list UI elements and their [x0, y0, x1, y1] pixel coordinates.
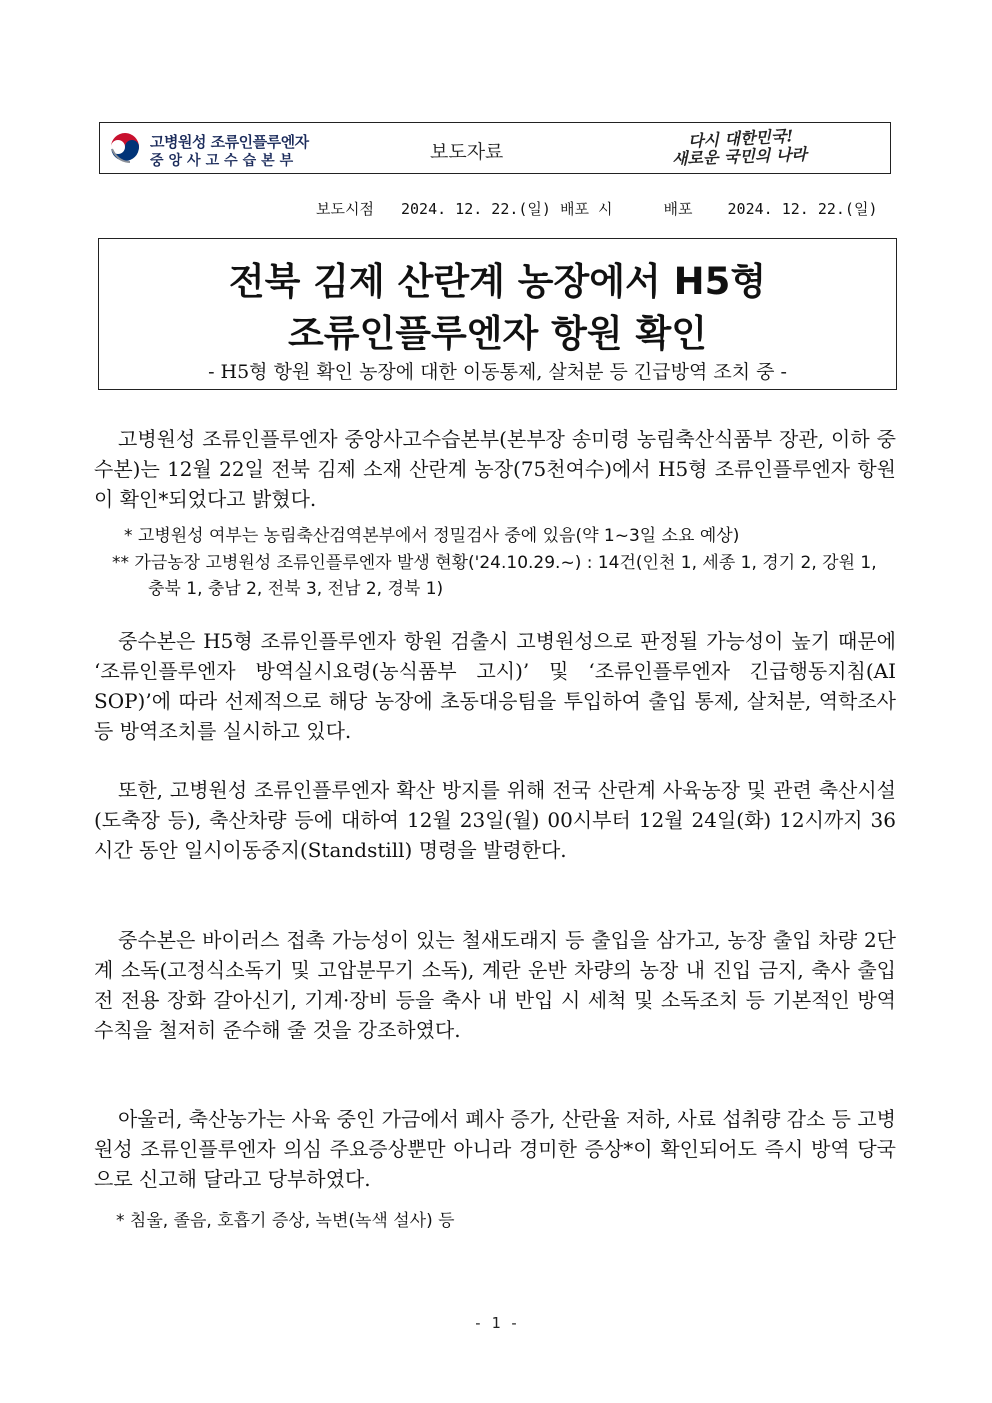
logo-text-line2: 중앙사고수습본부	[150, 153, 299, 169]
footnote-3: * 침울, 졸음, 호흡기 증상, 녹변(녹색 설사) 등	[116, 1211, 455, 1231]
paragraph-2: 중수본은 H5형 조류인플루엔자 항원 검출시 고병원성으로 판정될 가능성이 높기 때문에 ‘조류인플루엔자 방역실시요령(농식품부 고시)’ 및 ‘조류인플루엔자 긴급행동지침(AI SOP)’에 따라 선제적으로 해당 농장에 초동대응팀을 투입하여 출입 통제, 살처분, 역학조사 등 방역조치를 실시하고 있다.	[94, 629, 896, 743]
footnote-1: * 고병원성 여부는 농림축산검역본부에서 정밀검사 중에 있음(약 1~3일 소요 예상)	[124, 526, 740, 546]
taegeuk-emblem-icon	[108, 132, 142, 166]
release-time-value: 2024. 12. 22.(일) 배포 시	[401, 200, 613, 218]
headline-line2: 조류인플루엔자 항원 확인	[288, 312, 707, 355]
distribution-label: 배포	[663, 200, 693, 218]
release-info	[316, 198, 877, 219]
title-box	[98, 238, 897, 390]
slogan-line2: 새로운 국민의 나라	[671, 144, 808, 169]
paragraph-1: 고병원성 조류인플루엔자 중앙사고수습본부(본부장 송미령 농림축산식품부 장관, 이하 중수본)는 12월 22일 전북 김제 소재 산란계 농장(75천여수)에서 H5형 조류인플루엔자 항원이 확인*되었다고 밝혔다.	[94, 427, 896, 511]
press-release-label: 보도자료	[430, 141, 504, 163]
subtitle: - H5형 항원 확인 농장에 대한 이동통제, 살처분 등 긴급방역 조치 중 -	[208, 361, 787, 383]
paragraph-3: 또한, 고병원성 조류인플루엔자 확산 방지를 위해 전국 산란계 사육농장 및 관련 축산시설(도축장 등), 축산차량 등에 대하여 12월 23일(월) 00시부터 12월 24일(화) 12시까지 36시간 동안 일시이동중지(Standstill) 명령을 발령한다.	[94, 778, 896, 862]
release-time-label: 보도시점	[316, 200, 374, 218]
slogan	[670, 127, 880, 169]
paragraph-4: 중수본은 바이러스 접촉 가능성이 있는 철새도래지 등 출입을 삼가고, 농장 출입 차량 2단계 소독(고정식소독기 및 고압분무기 소독), 계란 운반 차량의 농장 내 진입 금지, 축사 출입 전 전용 장화 갈아신기, 기계·장비 등을 축사 내 반입 시 세척 및 소독조치 등 기본적인 방역수칙을 철저히 준수해 줄 것을 강조하였다.	[94, 928, 896, 1042]
header-box	[99, 122, 891, 174]
footnote-2: ** 가금농장 고병원성 조류인플루엔자 발생 현황('24.10.29.~) : 14건(인천 1, 세종 1, 경기 2, 강원 1, 충북 1, 충남 2, 전북 3, 전남 2, 경북 1)	[112, 553, 877, 599]
logo-text-line1: 고병원성 조류인플루엔자	[150, 133, 309, 151]
page-number: - 1 -	[473, 1314, 519, 1332]
slogan-line1: 다시 대한민국!	[687, 126, 794, 151]
distribution-value: 2024. 12. 22.(일)	[727, 200, 878, 218]
paragraph-5: 아울러, 축산농가는 사육 중인 가금에서 폐사 증가, 산란율 저하, 사료 섭취량 감소 등 고병원성 조류인플루엔자 의심 주요증상뿐만 아니라 경미한 증상*이 확인되어도 즉시 방역 당국으로 신고해 달라고 당부하였다.	[94, 1107, 896, 1191]
agency-logo	[108, 129, 348, 169]
headline-line1: 전북 김제 산란계 농장에서 H5형	[228, 260, 767, 303]
